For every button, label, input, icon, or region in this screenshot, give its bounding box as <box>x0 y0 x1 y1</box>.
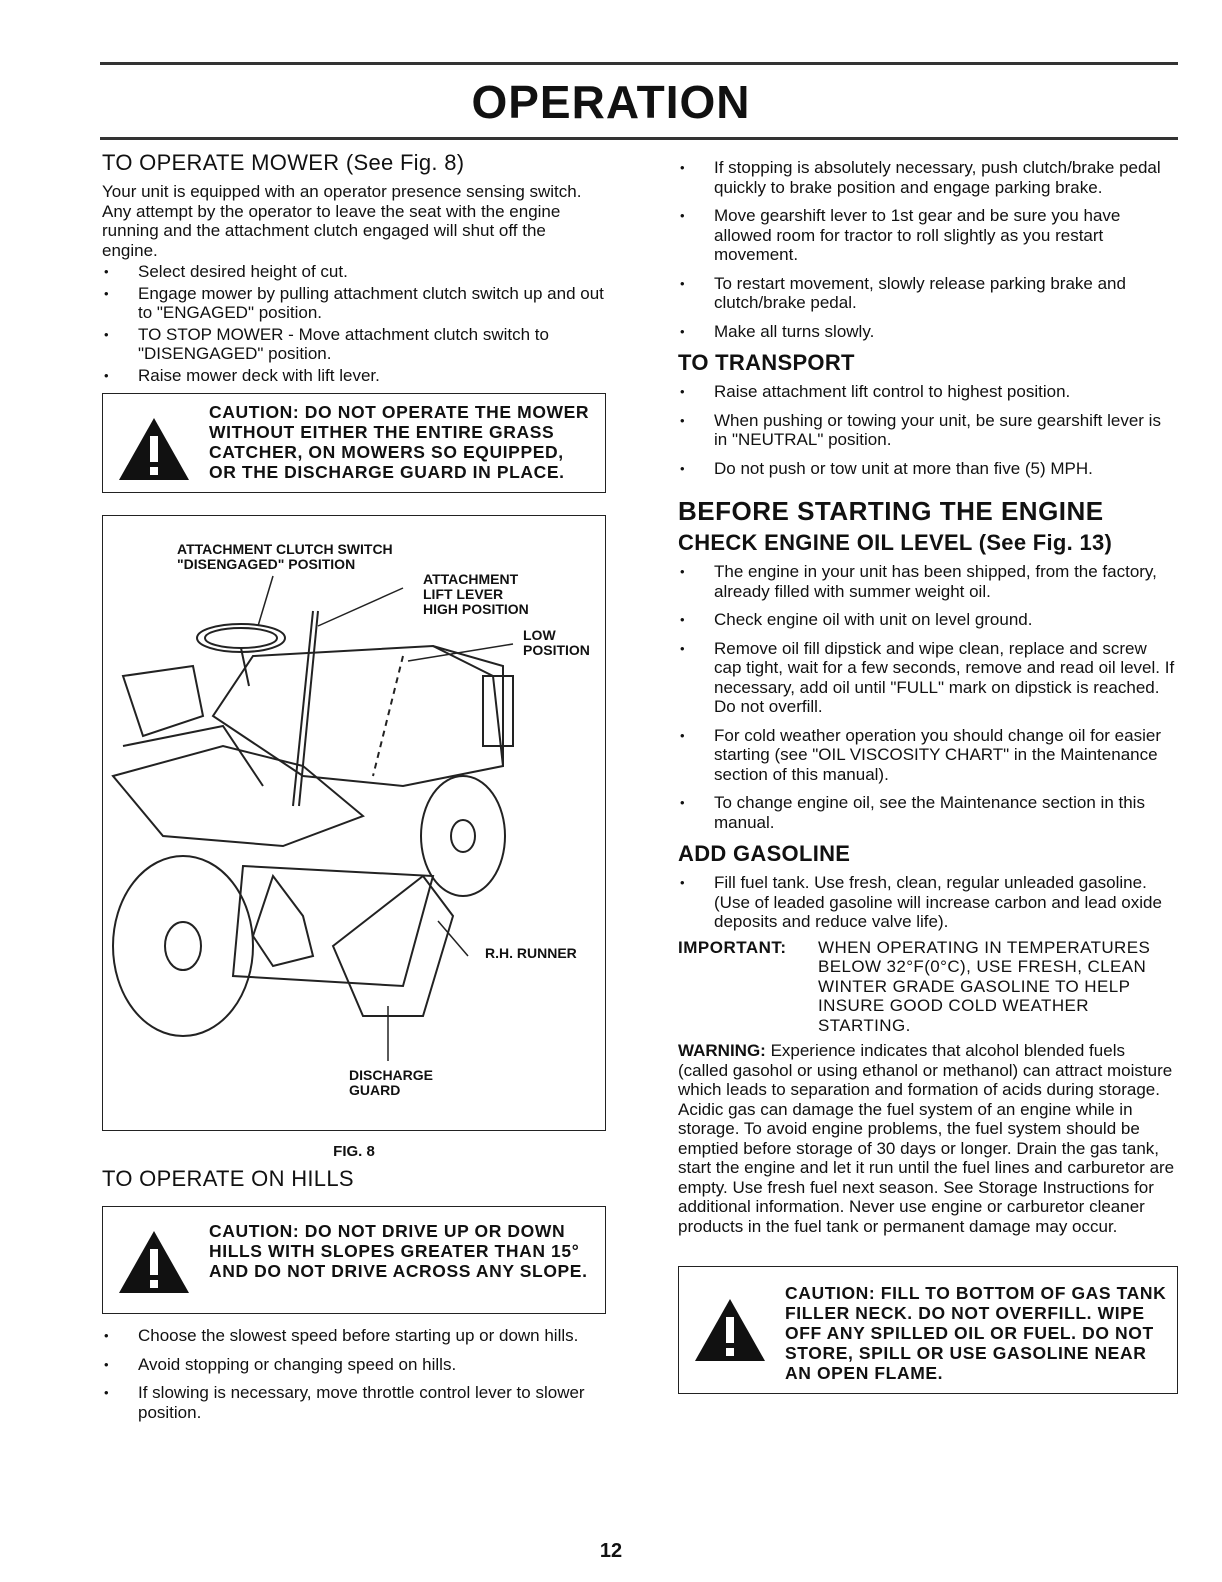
label-line: LIFT LEVER <box>423 586 504 602</box>
list-item: • If stopping is absolutely necessary, push clutch/brake pedal quickly to brake position and engage parking brake. <box>678 158 1178 197</box>
page-title: OPERATION <box>471 76 751 128</box>
warning-triangle-icon <box>693 1297 767 1363</box>
list-item: • When pushing or towing your unit, be sure gearshift lever is in "NEUTRAL" position. <box>678 411 1178 450</box>
hills-caution-box <box>102 1206 606 1314</box>
list-item: • For cold weather operation you should change oil for easier starting (see "OIL VISCOSITY CHART" in the Maintenance section of this manual). <box>678 726 1178 785</box>
list-item: • Raise attachment lift control to highest position. <box>678 382 1178 402</box>
label-line: POSITION <box>523 642 590 658</box>
warning-text: Experience indicates that alcohol blended fuels (called gasohol or using ethanol or methanol) can attract moisture which leads to separation and formation of acids during storage. Acidic gas can damage the fuel system of an engine while in storage. To avoid engine problems, the fuel system should be emptied before storage of 30 days or longer. Drain the gas tank, start the engine and let it run until the fuel lines and carburetor are empty. Use fresh fuel next season. See Storage Instructions for additional information. Never use engine or carburetor cleaner products in the fuel tank or permanent damage may occur. <box>678 1041 1175 1236</box>
operate-hills-heading: TO OPERATE ON HILLS <box>102 1166 354 1191</box>
label-line: "DISENGAGED" POSITION <box>177 556 356 572</box>
list-item: • Check engine oil with unit on level ground. <box>678 610 1178 630</box>
label-line: HIGH POSITION <box>423 601 529 617</box>
label-low-position <box>523 628 590 658</box>
list-item: • To restart movement, slowly release parking brake and clutch/brake pedal. <box>678 274 1178 313</box>
left-column <box>102 150 606 1431</box>
right-column <box>678 150 1178 1394</box>
warning-paragraph <box>678 1041 1178 1236</box>
oil-steps <box>678 562 1178 832</box>
before-starting-heading: BEFORE STARTING THE ENGINE <box>678 496 1104 526</box>
top-rule <box>100 62 1178 65</box>
operate-mower-steps <box>102 262 606 385</box>
list-item: • Do not push or tow unit at more than five (5) MPH. <box>678 459 1178 479</box>
check-oil-heading: CHECK ENGINE OIL LEVEL (See Fig. 13) <box>678 530 1113 555</box>
mower-illustration <box>103 516 607 1130</box>
list-item: • Engage mower by pulling attachment clutch switch up and out to "ENGAGED" position. <box>102 284 606 323</box>
list-item: • Remove oil fill dipstick and wipe clean, replace and screw cap tight, wait for a few seconds, remove and read oil level. If necessary, add oil until "FULL" mark on dipstick is reached. Do not overfill. <box>678 639 1178 717</box>
fuel-caution-text: CAUTION: FILL TO BOTTOM OF GAS TANK FILLER NECK. DO NOT OVERFILL. WIPE OFF ANY SPILLED OIL OR FUEL. DO NOT STORE, SPILL OR USE GASOLINE NEAR AN OPEN FLAME. <box>785 1283 1167 1383</box>
label-clutch-switch <box>177 542 393 572</box>
warning-triangle-icon <box>117 1229 191 1295</box>
important-text: WHEN OPERATING IN TEMPERATURES BELOW 32°F(0°C), USE FRESH, CLEAN WINTER GRADE GASOLINE TO HELP INSURE GOOD COLD WEATHER STARTING. <box>818 937 1151 1035</box>
page-number: 12 <box>599 1540 623 1562</box>
hills-caution-text: CAUTION: DO NOT DRIVE UP OR DOWN HILLS WITH SLOPES GREATER THAN 15° AND DO NOT DRIVE ACROSS ANY SLOPE. <box>209 1221 588 1281</box>
title-rule <box>100 137 1178 140</box>
list-item: • Make all turns slowly. <box>678 322 1178 342</box>
list-item: • Avoid stopping or changing speed on hills. <box>102 1355 606 1375</box>
hills-steps <box>102 1326 606 1422</box>
gasoline-steps <box>678 873 1178 932</box>
label-line: LOW <box>523 627 556 643</box>
hills-continued-steps <box>678 158 1178 341</box>
mower-caution-text: CAUTION: DO NOT OPERATE THE MOWER WITHOUT EITHER THE ENTIRE GRASS CATCHER, ON MOWERS SO EQUIPPED, OR THE DISCHARGE GUARD IN PLACE. <box>209 402 590 482</box>
label-lift-lever <box>423 572 529 617</box>
list-item: • Fill fuel tank. Use fresh, clean, regular unleaded gasoline. (Use of leaded gasoline will increase carbon and lead oxide deposits and reduce valve life). <box>678 873 1178 932</box>
operate-mower-intro: Your unit is equipped with an operator presence sensing switch. Any attempt by the operator to leave the seat with the engine running and the attachment clutch engaged will shut off the engine. <box>102 182 582 260</box>
label-discharge-guard <box>349 1068 433 1098</box>
label-line: ATTACHMENT <box>423 571 519 587</box>
add-gasoline-heading: ADD GASOLINE <box>678 841 851 866</box>
list-item: • If slowing is necessary, move throttle control lever to slower position. <box>102 1383 606 1422</box>
list-item: • TO STOP MOWER - Move attachment clutch switch to "DISENGAGED" position. <box>102 325 606 364</box>
mower-caution-box <box>102 393 606 493</box>
important-note <box>678 938 1178 1036</box>
label-line: GUARD <box>349 1082 401 1098</box>
list-item: • Raise mower deck with lift lever. <box>102 366 606 386</box>
figure-8 <box>102 515 606 1131</box>
figure-caption: FIG. 8 <box>333 1143 375 1160</box>
warning-label: WARNING: <box>678 1041 766 1060</box>
transport-heading: TO TRANSPORT <box>678 350 855 375</box>
fuel-caution-box <box>678 1266 1178 1394</box>
transport-steps <box>678 382 1178 478</box>
operate-mower-heading: TO OPERATE MOWER (See Fig. 8) <box>102 150 465 175</box>
list-item: • To change engine oil, see the Maintenance section in this manual. <box>678 793 1178 832</box>
list-item: • Choose the slowest speed before starting up or down hills. <box>102 1326 606 1346</box>
important-label: IMPORTANT: <box>678 937 787 957</box>
label-runner: R.H. RUNNER <box>485 945 577 961</box>
list-item: • Select desired height of cut. <box>102 262 606 282</box>
label-line: ATTACHMENT CLUTCH SWITCH <box>177 541 393 557</box>
label-line: DISCHARGE <box>349 1067 434 1083</box>
list-item: • Move gearshift lever to 1st gear and be sure you have allowed room for tractor to roll slightly as you restart movement. <box>678 206 1178 265</box>
list-item: • The engine in your unit has been shipped, from the factory, already filled with summer weight oil. <box>678 562 1178 601</box>
warning-triangle-icon <box>117 416 191 482</box>
